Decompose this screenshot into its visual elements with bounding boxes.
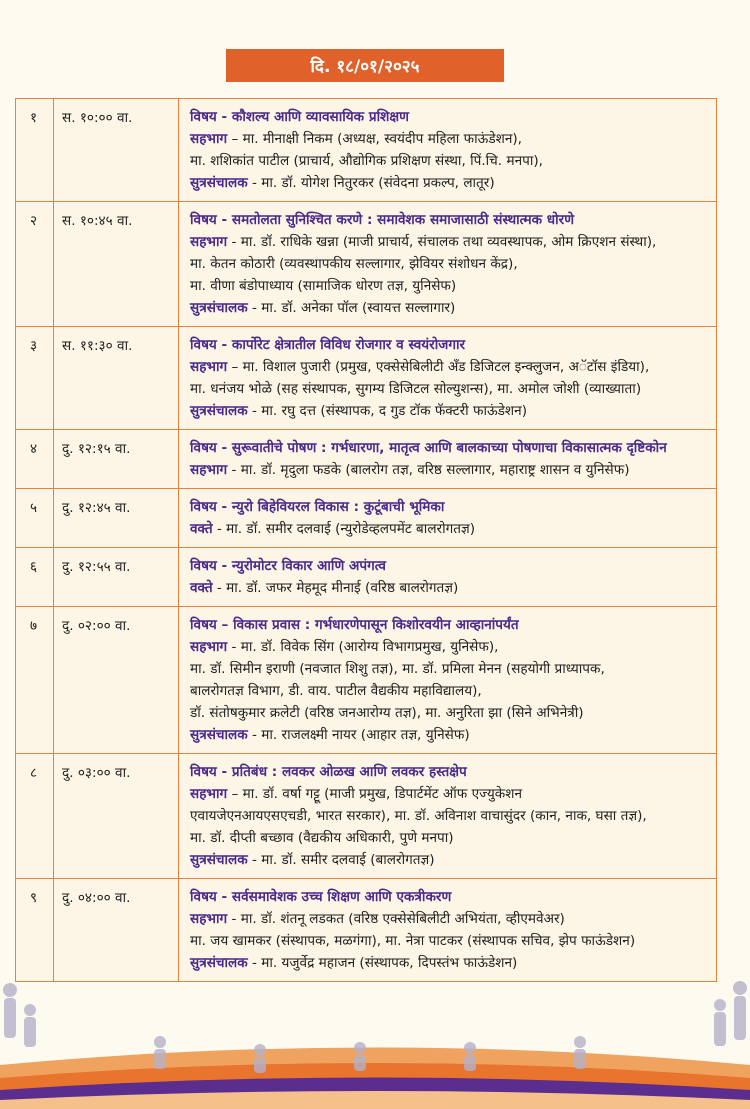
session-number: ७ — [16, 607, 54, 754]
session-time: स. ११:३० वा. — [54, 327, 179, 430]
participant-text: मा. केतन कोठारी (व्यवस्थापकीय सल्लागार, झेवियर संशोधन केंद्र), — [190, 256, 518, 272]
session-subject: विषय - सुरूवातीचे पोषण : गर्भधारणा, मातृत्व आणि बालकाच्या पोषणाचा विकासात्मक दृष्टिकोन — [190, 440, 667, 456]
participant-text: मा. धनंजय भोळे (सह संस्थापक, सुगम्य डिजिटल सोल्युशन्स), मा. अमोल जोशी (व्याख्याता) — [190, 381, 642, 397]
crowd-decoration — [0, 960, 750, 1109]
session-number: ५ — [16, 489, 54, 548]
participant-text: - मा. यजुर्वेद्र महाजन (संस्थापक, दिपस्तंभ फाऊंडेशन) — [247, 955, 518, 971]
session-details — [179, 754, 717, 879]
session-details — [179, 99, 717, 202]
participant-line — [190, 150, 712, 172]
role-label: सुत्रसंचालक — [190, 300, 248, 316]
participant-line — [190, 231, 712, 253]
participant-line — [190, 952, 712, 974]
session-details — [179, 879, 717, 982]
role-label: सहभाग — [190, 786, 228, 802]
table-row — [16, 202, 717, 327]
participant-line — [190, 827, 712, 849]
role-label: सहभाग — [190, 462, 228, 478]
date-text: दि. १८/०१/२०२५ — [310, 57, 420, 77]
participant-line — [190, 783, 712, 805]
session-number: ९ — [16, 879, 54, 982]
role-label: सहभाग — [190, 234, 228, 250]
session-time: स. १०:४५ वा. — [54, 202, 179, 327]
participant-text: – मा. मीनाक्षी निकम (अध्यक्ष, स्वयंदीप महिला फाऊंडेशन), — [227, 131, 522, 147]
session-time: स. १०:०० वा. — [54, 99, 179, 202]
participant-text: - मा. डॉ. राधिके खन्ना (माजी प्राचार्य, संचालक तथा व्यवस्थापक, ओम क्रिएशन संस्था), — [227, 234, 657, 250]
session-details — [179, 607, 717, 754]
participant-line — [190, 658, 712, 680]
session-number: ३ — [16, 327, 54, 430]
participant-text: – मा. विशाल पुजारी (प्रमुख, एक्सेसेबिलीटी अँड डिजिटल इन्क्लुजन, अॅटॉस इंडिया), — [227, 359, 650, 375]
session-time: दु. १२:१५ वा. — [54, 430, 179, 489]
role-label: वक्ते — [190, 521, 213, 537]
participant-text: - मा. राजलक्ष्मी नायर (आहार तज्ञ, युनिसेफ) — [247, 727, 470, 743]
participant-text: डॉ. संतोषकुमार क्रलेटी (वरिष्ठ जनआरोग्य तज्ञ), मा. अनुरिता झा (सिने अभिनेत्री) — [190, 705, 584, 721]
participant-text: मा. शशिकांत पाटील (प्राचार्य, औद्योगिक प्रशिक्षण संस्था, पिं.चि. मनपा), — [190, 153, 543, 169]
participant-text: - मा. डॉ. विवेक सिंग (आरोग्य विभागप्रमुख, युनिसेफ), — [227, 639, 499, 655]
participant-line — [190, 356, 712, 378]
role-label: वक्ते — [190, 580, 213, 596]
session-subject: विषय - न्युरो बिहेवियरल विकास : कुटूंबाची भूमिका — [190, 499, 445, 515]
participant-text: एवायजेएनआयएसएचडी, भारत सरकार), मा. डॉ. अविनाश वाचासुंदर (कान, नाक, घसा तज्ञ), — [190, 808, 647, 824]
table-row — [16, 607, 717, 754]
participant-line — [190, 680, 712, 702]
role-label: सुत्रसंचालक — [190, 175, 248, 191]
participant-text: - मा. डॉ. शंतनू लडकत (वरिष्ठ एक्सेसेबिलीटी अभियंता, व्हीएमवेअर) — [227, 911, 565, 927]
session-time: दु. ०३:०० वा. — [54, 754, 179, 879]
participant-line — [190, 297, 712, 319]
participant-line — [190, 636, 712, 658]
role-label: सहभाग — [190, 359, 228, 375]
role-label: सहभाग — [190, 131, 228, 147]
schedule-body — [16, 99, 717, 982]
participant-text: - मा. डॉ. योगेश नितुरकर (संवेदना प्रकल्प, लातूर) — [247, 175, 495, 191]
participant-text: मा. डॉ. दीप्ती बच्छाव (वैद्यकीय अधिकारी, पुणे मनपा) — [190, 830, 454, 846]
participant-text: - मा. डॉ. समीर दलवाई (बालरोगतज्ञ) — [247, 852, 435, 868]
participant-text: - मा. डॉ. समीर दलवाई (न्युरोडेव्हलपमेंट बालरोगतज्ञ) — [212, 521, 476, 537]
session-time: दु. १२:५५ वा. — [54, 548, 179, 607]
role-label: सुत्रसंचालक — [190, 727, 248, 743]
participant-text: - मा. रघु दत्त (संस्थापक, द गुड टॉक फॅक्टरी फाऊंडेशन) — [247, 403, 528, 419]
session-subject: विषय - समतोलता सुनिश्चित करणे : समावेशक समाजासाठी संस्थात्मक धोरणे — [190, 212, 575, 228]
participant-line — [190, 459, 712, 481]
session-details — [179, 489, 717, 548]
table-row — [16, 430, 717, 489]
participant-text: - मा. डॉ. अनेका पॉल (स्वायत्त सल्लागार) — [247, 300, 456, 316]
session-number: ४ — [16, 430, 54, 489]
participant-line — [190, 724, 712, 746]
role-label: सहभाग — [190, 911, 228, 927]
table-row — [16, 327, 717, 430]
session-details — [179, 202, 717, 327]
session-number: ८ — [16, 754, 54, 879]
participant-line — [190, 849, 712, 871]
session-number: ६ — [16, 548, 54, 607]
session-subject: विषय - कौशल्य आणि व्यावसायिक प्रशिक्षण — [190, 109, 409, 125]
session-details — [179, 430, 717, 489]
participant-line — [190, 930, 712, 952]
participant-text: – मा. डॉ. वर्षा गट्टू (माजी प्रमुख, डिपार्टमेंट ऑफ एज्युकेशन — [227, 786, 522, 802]
table-row — [16, 489, 717, 548]
session-subject: विषय - न्युरोमोटर विकार आणि अपंगत्व — [190, 558, 386, 574]
table-row — [16, 879, 717, 982]
session-time: दु. १२:४५ वा. — [54, 489, 179, 548]
session-subject: विषय – विकास प्रवास : गर्भधारणेपासून किशोरवयीन आव्हानांपर्यंत — [190, 617, 519, 633]
participant-line — [190, 908, 712, 930]
participant-text: मा. डॉ. सिमीन इराणी (नवजात शिशु तज्ञ), मा. डॉ. प्रमिला मेनन (सहयोगी प्राध्यापक, — [190, 661, 605, 677]
participant-line — [190, 275, 712, 297]
participant-text: मा. जय खामकर (संस्थापक, मळगंगा), मा. नेत्रा पाटकर (संस्थापक सचिव, झेप फाऊंडेशन) — [190, 933, 636, 949]
participant-line — [190, 518, 712, 540]
date-banner — [226, 49, 504, 82]
session-number: १ — [16, 99, 54, 202]
session-subject: विषय - कार्पोरेट क्षेत्रातील विविध रोजगार व स्वयंरोजगार — [190, 337, 466, 353]
table-row — [16, 754, 717, 879]
participant-line — [190, 577, 712, 599]
participant-text: - मा. डॉ. जफर मेहमूद मीनाई (वरिष्ठ बालरोगतज्ञ) — [212, 580, 459, 596]
session-subject: विषय - प्रतिबंध : लवकर ओळख आणि लवकर हस्तक्षेप — [190, 764, 467, 780]
participant-line — [190, 702, 712, 724]
session-subject: विषय - सर्वसमावेशक उच्च शिक्षण आणि एकत्रीकरण — [190, 889, 452, 905]
table-row — [16, 548, 717, 607]
participant-line — [190, 128, 712, 150]
table-row — [16, 99, 717, 202]
role-label: सुत्रसंचालक — [190, 852, 248, 868]
role-label: सुत्रसंचालक — [190, 955, 248, 971]
role-label: सुत्रसंचालक — [190, 403, 248, 419]
session-time: दु. ०४:०० वा. — [54, 879, 179, 982]
participant-text: बालरोगतज्ञ विभाग, डी. वाय. पाटील वैद्यकीय महाविद्यालय), — [190, 683, 482, 699]
participant-line — [190, 172, 712, 194]
role-label: सहभाग — [190, 639, 228, 655]
session-details — [179, 548, 717, 607]
participant-line — [190, 253, 712, 275]
participant-line — [190, 378, 712, 400]
participant-text: - मा. डॉ. मृदुला फडके (बालरोग तज्ञ, वरिष्ठ सल्लागार, महाराष्ट्र शासन व युनिसेफ) — [227, 462, 630, 478]
schedule-table — [15, 98, 717, 982]
participant-line — [190, 400, 712, 422]
session-time: दु. ०२:०० वा. — [54, 607, 179, 754]
session-details — [179, 327, 717, 430]
session-number: २ — [16, 202, 54, 327]
participant-line — [190, 805, 712, 827]
participant-text: मा. वीणा बंडोपाध्याय (सामाजिक धोरण तज्ञ, युनिसेफ) — [190, 278, 457, 294]
